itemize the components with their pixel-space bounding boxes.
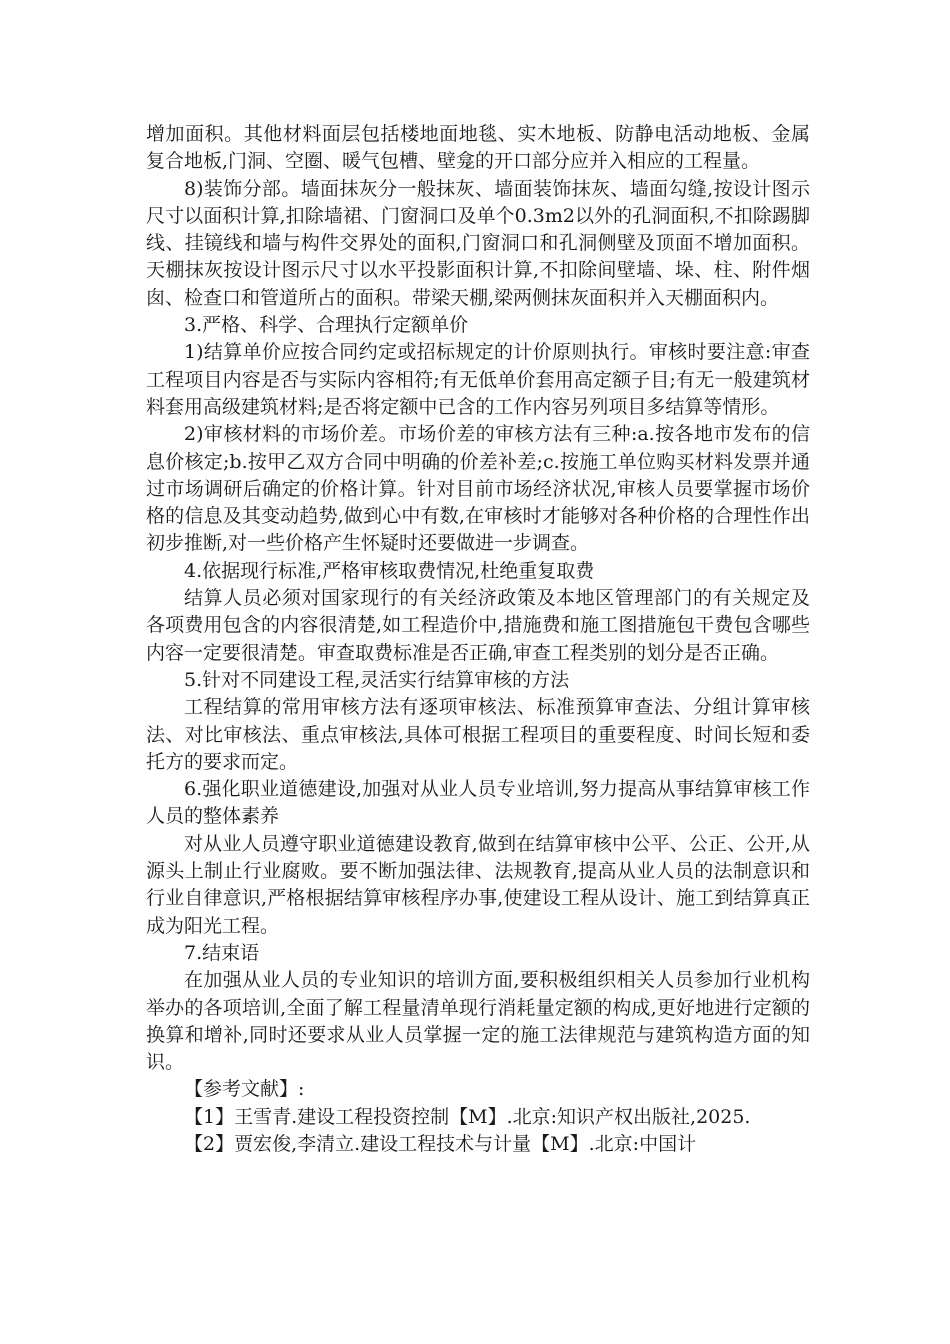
paragraph-ethics: 对从业人员遵守职业道德建设教育,做到在结算审核中公平、公正、公开,从源头上制止行业腐败。要不断加强法律、法规教育,提高从业人员的法制意识和行业自律意识,严格根据结算审核程序办事,使建设工程从设计、施工到结算真正成为阳光工程。 <box>146 832 810 937</box>
paragraph-fees: 结算人员必须对国家现行的有关经济政策及本地区管理部门的有关规定及各项费用包含的内容很清楚,如工程造价中,措施费和施工图措施包干费包含哪些内容一定要很清楚。审查取费标准是否正确,审查工程类别的划分是否正确。 <box>146 587 810 664</box>
heading-section-7: 7.结束语 <box>184 941 260 964</box>
reference-item: 【2】贾宏俊,李清立.建设工程技术与计量【M】.北京:中国计 <box>184 1132 697 1155</box>
heading-section-5: 5.针对不同建设工程,灵活实行结算审核的方法 <box>184 668 570 691</box>
paragraph-decoration-section: 8)装饰分部。墙面抹灰分一般抹灰、墙面装饰抹灰、墙面勾缝,按设计图示尺寸以面积计算,扣除墙裙、门窗洞口及单个0.3m2以外的孔洞面积,不扣除踢脚线、挂镜线和墙与构件交界处的面积,门窗洞口和孔洞侧壁及顶面不增加面积。天棚抹灰按设计图示尺寸以水平投影面积计算,不扣除间壁墙、垛、柱、附件烟囱、检查口和管道所占的面积。带梁天棚,梁两侧抹灰面积并入天棚面积内。 <box>146 177 810 309</box>
references-heading: 【参考文献】: <box>184 1078 305 1101</box>
body-text <box>146 121 810 1158</box>
paragraph-unit-price: 1)结算单价应按合同约定或招标规定的计价原则执行。审核时要注意:审查工程项目内容是否与实际内容相符;有无低单价套用高定额子目;有无一般建筑材料套用高级建筑材料;是否将定额中已含的工作内容另列项目多结算等情形。 <box>146 341 810 418</box>
heading-section-6: 6.强化职业道德建设,加强对从业人员专业培训,努力提高从事结算审核工作人员的整体素养 <box>146 778 810 828</box>
paragraph-market-price: 2)审核材料的市场价差。市场价差的审核方法有三种:a.按各地市发布的信息价核定;b.按甲乙双方合同中明确的价差补差;c.按施工单位购买材料发票并通过市场调研后确定的价格计算。针对目前市场经济状况,审核人员要掌握市场价格的信息及其变动趋势,做到心中有数,在审核时才能够对各种价格的合理性作出初步推断,对一些价格产生怀疑时还要做进一步调查。 <box>146 423 810 555</box>
paragraph-audit-methods: 工程结算的常用审核方法有逐项审核法、标准预算审查法、分组计算审核法、对比审核法、重点审核法,具体可根据工程项目的重要程度、时间长短和委托方的要求而定。 <box>146 696 810 773</box>
heading-section-3: 3.严格、科学、合理执行定额单价 <box>184 314 469 337</box>
heading-section-4: 4.依据现行标准,严格审核取费情况,杜绝重复取费 <box>184 559 595 582</box>
reference-item: 【1】王雪青.建设工程投资控制【M】.北京:知识产权出版社,2025. <box>184 1105 751 1128</box>
paragraph-continuation: 增加面积。其他材料面层包括楼地面地毯、实木地板、防静电活动地板、金属复合地板,门洞、空圈、暖气包槽、壁龛的开口部分应并入相应的工程量。 <box>146 123 810 173</box>
paragraph-conclusion: 在加强从业人员的专业知识的培训方面,要积极组织相关人员参加行业机构举办的各项培训,全面了解工程量清单现行消耗量定额的构成,更好地进行定额的换算和增补,同时还要求从业人员掌握一定的施工法律规范与建筑构造方面的知识。 <box>146 969 810 1074</box>
